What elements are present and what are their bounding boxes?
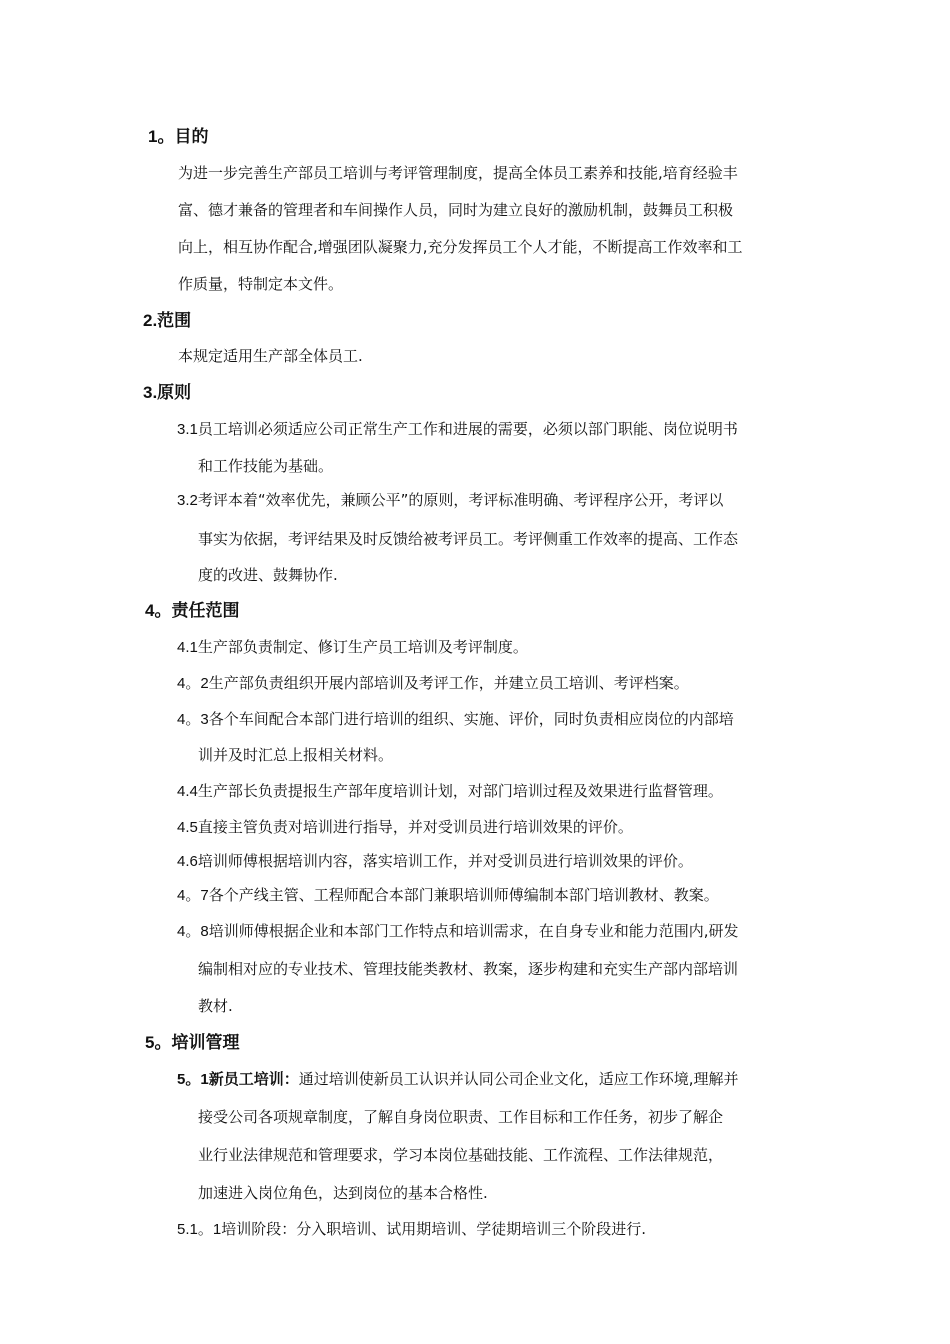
paragraph-line: 为进一步完善生产部员工培训与考评管理制度，提高全体员工素养和技能,培育经验丰 [178, 164, 738, 182]
clause-number: 4.6 [177, 853, 198, 870]
clause-number: 4.1 [177, 639, 198, 656]
clause-text: 各个车间配合本部门进行培训的组织、实施、评价，同时负责相应岗位的内部培 [208, 710, 734, 728]
clause-text: 考评本着“效率优先，兼顾公平”的原则，考评标准明确、考评程序公开，考评以 [197, 491, 724, 509]
clause-4-1 [177, 636, 528, 659]
clause-5-1-1 [177, 1218, 646, 1241]
paragraph-line: 编制相对应的专业技术、管理技能类教材、教案，逐步构建和充实生产部内部培训 [198, 960, 739, 978]
section-heading-principles: 3.原则 [143, 383, 192, 402]
paragraph-line: 向上，相互协作配合,增强团队凝聚力,充分发挥员工个人才能，不断提高工作效率和工 [178, 238, 743, 256]
clause-4-8 [177, 920, 738, 943]
clause-4-4 [177, 780, 723, 803]
clause-text: 培训阶段：分入职培训、试用期培训、学徒期培训三个阶段进行. [221, 1220, 646, 1238]
clause-number: 4。7 [177, 887, 209, 904]
clause-text: 生产部负责组织开展内部培训及考评工作，并建立员工培训、考评档案。 [208, 674, 689, 692]
paragraph-line: 本规定适用生产部全体员工. [178, 347, 363, 365]
clause-4-7 [177, 884, 719, 907]
section-heading-training-management: 5。培训管理 [145, 1033, 240, 1052]
clause-text: 生产部负责制定、修订生产员工培训及考评制度。 [197, 638, 528, 656]
clause-4-6 [177, 850, 693, 873]
paragraph-line: 事实为依据，考评结果及时反馈给被考评员工。考评侧重工作效率的提高、工作态 [198, 530, 739, 548]
paragraph-line: 度的改进、鼓舞协作. [198, 566, 338, 584]
paragraph-line: 训并及时汇总上报相关材料。 [198, 746, 394, 764]
paragraph-line: 和工作技能为基础。 [198, 457, 334, 475]
section-heading-purpose: 1。目的 [148, 127, 209, 146]
clause-number: 3.2 [177, 492, 198, 509]
clause-number: 4.5 [177, 819, 198, 836]
clause-number: 4.4 [177, 783, 198, 800]
clause-text: 通过培训使新员工认识并认同公司企业文化，适应工作环境,理解并 [298, 1070, 739, 1088]
clause-number: 4。8 [177, 923, 209, 940]
paragraph-line: 富、德才兼备的管理者和车间操作人员，同时为建立良好的激励机制，鼓舞员工积极 [178, 201, 734, 219]
section-heading-responsibilities: 4。责任范围 [145, 601, 240, 620]
clause-text: 生产部长负责提报生产部年度培训计划，对部门培训过程及效果进行监督管理。 [197, 782, 723, 800]
paragraph-line: 教材. [198, 997, 233, 1015]
clause-bold-title: 新员工培训： [208, 1070, 299, 1088]
clause-number: 4。2 [177, 675, 209, 692]
clause-5-1 [177, 1068, 738, 1091]
clause-number: 5。1 [177, 1071, 209, 1088]
clause-number: 3.1 [177, 421, 198, 438]
clause-text: 培训师傅根据企业和本部门工作特点和培训需求，在自身专业和能力范围内,研发 [208, 922, 739, 940]
section-heading-scope: 2.范围 [143, 311, 192, 330]
clause-3-1 [177, 418, 738, 441]
clause-text: 各个产线主管、工程师配合本部门兼职培训师傅编制本部门培训教材、教案。 [208, 886, 719, 904]
paragraph-line: 接受公司各项规章制度，了解自身岗位职责、工作目标和工作任务，初步了解企 [198, 1108, 724, 1126]
clause-4-2 [177, 672, 689, 695]
clause-text: 直接主管负责对培训进行指导，并对受训员进行培训效果的评价。 [197, 818, 633, 836]
clause-4-3 [177, 708, 734, 731]
clause-number: 4。3 [177, 711, 209, 728]
paragraph-line: 加速进入岗位角色，达到岗位的基本合格性. [198, 1184, 488, 1202]
clause-text: 员工培训必须适应公司正常生产工作和进展的需要，必须以部门职能、岗位说明书 [197, 420, 738, 438]
clause-text: 培训师傅根据培训内容，落实培训工作，并对受训员进行培训效果的评价。 [197, 852, 693, 870]
paragraph-line: 业行业法律规范和管理要求，学习本岗位基础技能、工作流程、工作法律规范， [198, 1146, 724, 1164]
clause-number: 5.1。1 [177, 1221, 222, 1238]
paragraph-line: 作质量，特制定本文件。 [178, 275, 344, 293]
clause-3-2 [177, 489, 723, 512]
clause-4-5 [177, 816, 633, 839]
